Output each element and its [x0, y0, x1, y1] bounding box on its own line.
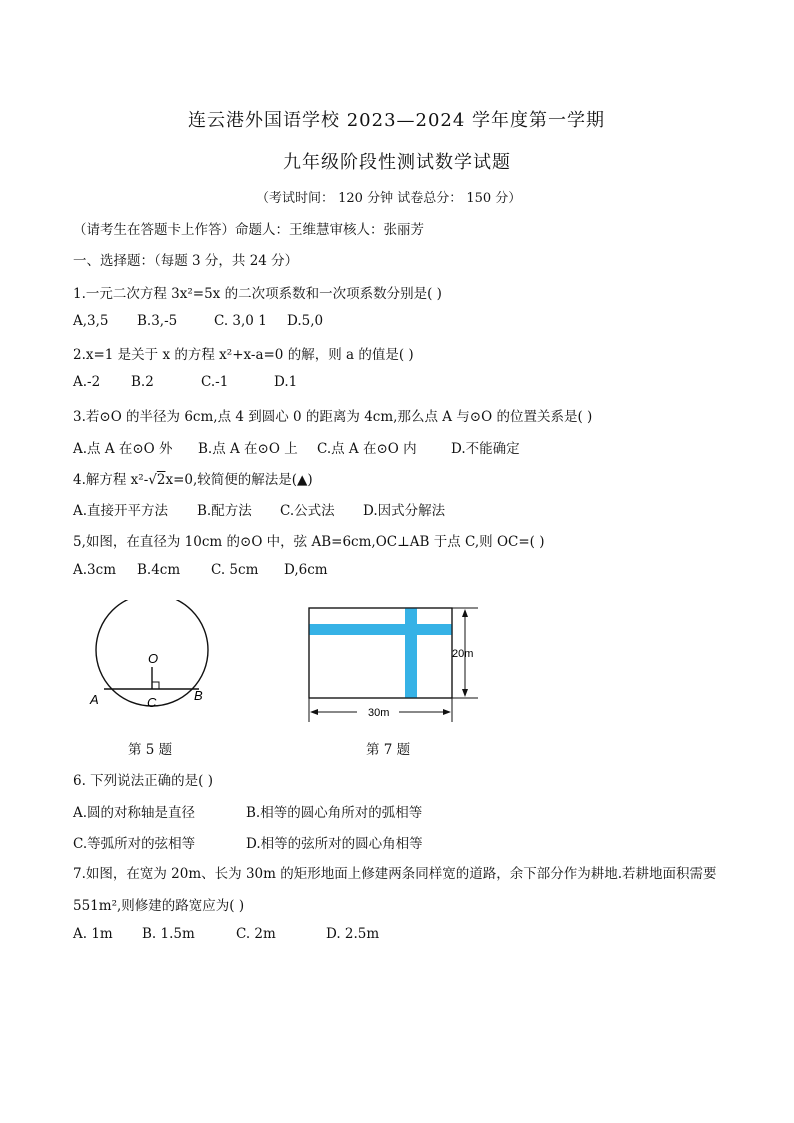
question-4-stem-start: 4.解方程 x²-: [73, 472, 149, 488]
option-d: D,6cm: [284, 562, 328, 578]
option-c: C. 2m: [236, 926, 276, 942]
option-c: C.公式法: [280, 503, 335, 519]
question-4-stem-end: x=0,较简便的解法是(▲): [165, 472, 313, 488]
question-4-stem: [73, 468, 313, 488]
arrow-down: [462, 689, 468, 697]
option-a: A.圆的对称轴是直径: [73, 805, 196, 821]
length-label: 30m: [368, 707, 390, 719]
option-b: B.相等的圆心角所对的弧相等: [246, 805, 423, 821]
option-a: A.直接开平方法: [73, 503, 169, 519]
option-b: B.4cm: [137, 562, 181, 578]
arrow-left: [310, 709, 318, 715]
rectangle-field: [309, 608, 452, 698]
option-c: C.-1: [201, 374, 229, 390]
exam-title-line1: 连云港外国语学校 2023—2024 学年度第一学期: [188, 110, 606, 131]
option-d: D.5,0: [287, 313, 324, 329]
option-d: D.不能确定: [451, 441, 520, 457]
question-7-stem-line2: 551m²,则修建的路宽应为( ): [73, 898, 245, 914]
option-a: A. 1m: [73, 926, 113, 942]
question-7-stem-line1: 7.如图，在宽为 20m、长为 30m 的矩形地面上修建两条同样宽的道路，余下部分作为耕地.若耕地面积需要: [73, 866, 717, 882]
label-a: A: [90, 692, 99, 707]
label-o: O: [148, 651, 159, 666]
option-c: C. 5cm: [211, 562, 259, 578]
section-heading: 一、选择题：（每题 3 分，共 24 分）: [73, 253, 299, 269]
option-a: A.点 A 在⊙O 外: [73, 441, 173, 457]
sqrt-sign: √: [148, 472, 157, 488]
question-1-stem: 1.一元二次方程 3x²=5x 的二次项系数和一次项系数分别是( ): [73, 286, 442, 302]
option-c: C.点 A 在⊙O 内: [317, 441, 417, 457]
option-d: D.因式分解法: [363, 503, 446, 519]
option-d: D.1: [274, 374, 298, 390]
label-c: C: [147, 695, 157, 710]
option-c: C. 3,0 1: [214, 313, 267, 329]
option-d: D.相等的弦所对的圆心角相等: [246, 836, 423, 852]
horizontal-road: [309, 624, 452, 635]
option-b: B.配方法: [197, 503, 252, 519]
question-3-stem: 3.若⊙O 的半径为 6cm,点 4 到圆心 0 的距离为 4cm,那么点 A 与⊙O 的位置关系是( ): [73, 409, 593, 425]
figure-7-diagram: [300, 600, 500, 725]
option-a: A.3cm: [73, 562, 116, 578]
sqrt-radicand: 2: [156, 472, 166, 488]
option-b: B.2: [131, 374, 154, 390]
option-d: D. 2.5m: [326, 926, 380, 942]
exam-title-line2: 九年级阶段性测试数学试题: [283, 152, 511, 173]
figure-5-diagram: [80, 600, 230, 720]
arrow-up: [462, 609, 468, 617]
exam-info: （考试时间： 120 分钟 试卷总分： 150 分）: [256, 191, 522, 206]
width-label: 20m: [452, 648, 474, 660]
vertical-road: [405, 608, 417, 698]
question-2-stem: 2.x=1 是关于 x 的方程 x²+x-a=0 的解，则 a 的值是( ): [73, 347, 414, 363]
question-5-stem: 5,如图，在直径为 10cm 的⊙O 中，弦 AB=6cm,OC⊥AB 于点 C,则 OC=( ): [73, 534, 545, 550]
right-angle-mark: [152, 682, 159, 689]
question-6-stem: 6. 下列说法正确的是( ): [73, 773, 213, 789]
option-a: A,3,5: [73, 313, 109, 329]
option-b: B.点 A 在⊙O 上: [198, 441, 298, 457]
option-b: B. 1.5m: [142, 926, 195, 942]
label-b: B: [194, 688, 203, 703]
authors-line: （请考生在答题卡上作答）命题人：王维慧审核人：张丽芳: [73, 222, 424, 238]
figure-7-caption: 第 7 题: [366, 742, 411, 758]
option-c: C.等弧所对的弦相等: [73, 836, 196, 852]
figure-5-caption: 第 5 题: [128, 742, 173, 758]
option-a: A.-2: [73, 374, 101, 390]
arrow-right: [443, 709, 451, 715]
option-b: B.3,-5: [137, 313, 178, 329]
